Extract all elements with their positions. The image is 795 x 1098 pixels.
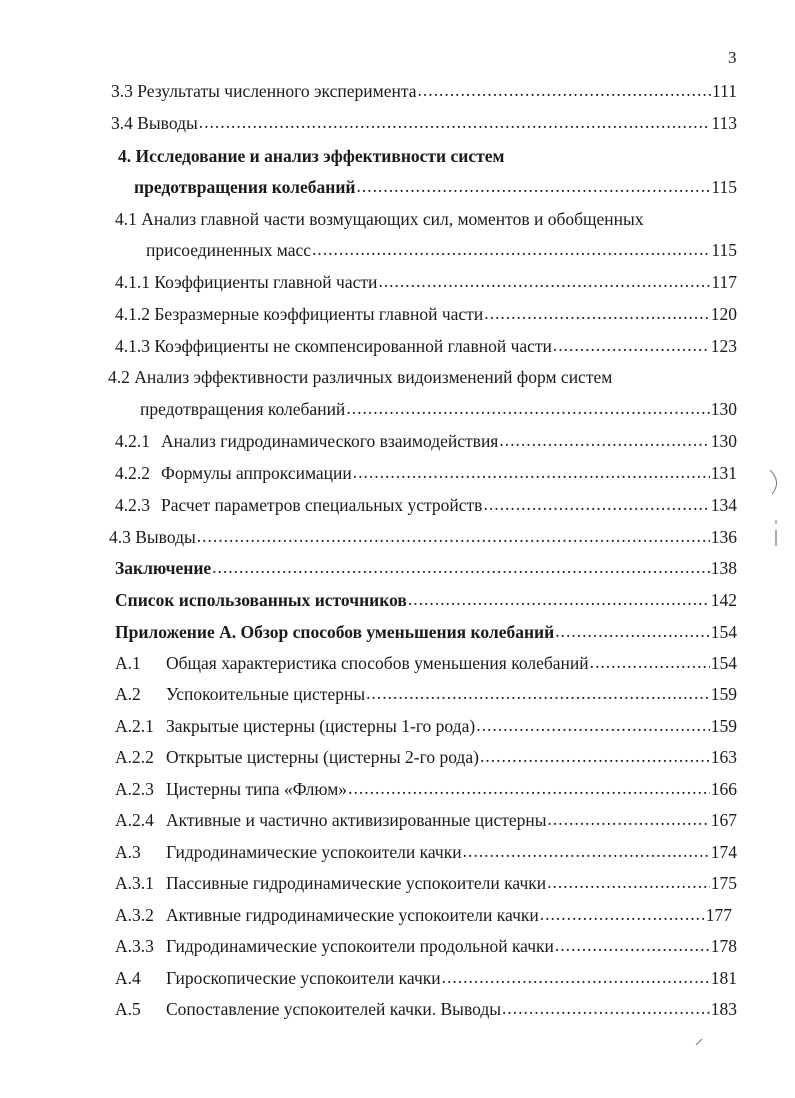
toc-entry bbox=[115, 652, 737, 674]
toc-entry-page: 159 bbox=[710, 684, 737, 704]
toc-entry-title: Закрытые цистерны (цистерны 1-го рода) bbox=[166, 716, 476, 736]
toc-entry bbox=[115, 778, 737, 800]
toc-entry-number: А.5 bbox=[115, 999, 141, 1019]
toc-entry-page: 167 bbox=[710, 810, 737, 830]
toc-entry-title: 3.4 Выводы bbox=[111, 113, 198, 133]
toc-entry-title: Анализ гидродинамического взаимодействия bbox=[161, 431, 499, 451]
toc-entry bbox=[115, 715, 737, 737]
toc-entry-page: 113 bbox=[711, 113, 737, 133]
dot-leader bbox=[553, 334, 710, 356]
toc-entry-number: А.4 bbox=[115, 968, 141, 988]
dot-leader bbox=[547, 871, 710, 893]
toc-entry-title: Сопоставление успокоителей качки. Выводы bbox=[166, 999, 501, 1019]
toc-entry-title: Активные гидродинамические успокоители качки bbox=[166, 905, 539, 925]
dot-leader bbox=[197, 525, 710, 547]
toc-entry-number: А.2 bbox=[115, 684, 141, 704]
toc-entry bbox=[115, 557, 737, 579]
dot-leader bbox=[590, 651, 710, 673]
dot-leader bbox=[555, 620, 710, 642]
toc-entry-page: 120 bbox=[710, 304, 737, 324]
toc-entry-title: Список использованных источников bbox=[115, 590, 407, 610]
toc-entry-page: 183 bbox=[710, 999, 737, 1019]
toc-entry-title: 4.1.2 Безразмерные коэффициенты главной части bbox=[115, 304, 484, 324]
toc-entry-title: 4.1.3 Коэффициенты не скомпенсированной главной части bbox=[115, 336, 552, 356]
toc-entry-number: А.2.2 bbox=[115, 747, 154, 767]
page-number: 3 bbox=[728, 48, 737, 67]
toc-entry-title: 3.3 Результаты численного эксперимента bbox=[111, 81, 417, 101]
toc-entry-number: А.3.3 bbox=[115, 936, 154, 956]
toc-entry-page: 131 bbox=[710, 463, 737, 483]
toc-entry bbox=[115, 967, 737, 989]
toc-entry bbox=[111, 80, 737, 102]
dot-leader bbox=[346, 397, 709, 419]
toc-entry-title: Заключение bbox=[115, 558, 212, 578]
toc-entry-title: присоединенных масс bbox=[146, 240, 312, 260]
toc-entry-title: Активные и частично активизированные цистерны bbox=[166, 810, 547, 830]
dot-leader bbox=[463, 840, 710, 862]
toc-entry-title: Расчет параметров специальных устройств bbox=[161, 495, 483, 515]
toc-entry-title: 4.3 Выводы bbox=[109, 527, 196, 547]
toc-entry-number: А.1 bbox=[115, 653, 141, 673]
toc-entry-page: 115 bbox=[711, 177, 737, 197]
toc-entry-page: 115 bbox=[711, 240, 737, 260]
toc-entry-heading bbox=[118, 145, 737, 167]
toc-entry-title: Пассивные гидродинамические успокоители качки bbox=[166, 873, 547, 893]
dot-leader bbox=[476, 714, 710, 736]
toc-entry-page: 166 bbox=[710, 779, 737, 799]
toc-entry-title: 4. Исследование и анализ эффективности систем bbox=[118, 146, 505, 166]
toc-entry-page: 154 bbox=[710, 622, 737, 642]
toc-entry-title: Гидродинамические успокоители качки bbox=[166, 842, 462, 862]
toc-entry bbox=[109, 526, 737, 548]
toc-entry-title: Общая характеристика способов уменьшения колебаний bbox=[166, 653, 589, 673]
toc-entry-title: 4.1.1 Коэффициенты главной части bbox=[115, 272, 378, 292]
toc-entry bbox=[108, 366, 737, 388]
toc-entry-number: А.2.1 bbox=[115, 716, 154, 736]
toc-entry-page: 175 bbox=[710, 873, 737, 893]
dot-leader bbox=[353, 461, 710, 483]
toc-entry-number: А.3.2 bbox=[115, 905, 154, 925]
dot-leader bbox=[499, 429, 709, 451]
toc-entry bbox=[115, 746, 737, 768]
toc-entry-title: 4.1 Анализ главной части возмущающих сил, моментов и обобщенных bbox=[115, 209, 644, 229]
toc-entry-number: 4.2.2 bbox=[115, 463, 150, 483]
scan-artifact bbox=[690, 1035, 710, 1049]
dot-leader bbox=[357, 175, 711, 197]
toc-entry bbox=[115, 841, 737, 863]
toc-entry bbox=[115, 621, 737, 643]
toc-entry bbox=[115, 589, 737, 611]
dot-leader bbox=[548, 808, 710, 830]
toc-entry bbox=[115, 430, 737, 452]
dot-leader bbox=[417, 79, 711, 101]
dot-leader bbox=[312, 238, 710, 260]
toc-entry bbox=[115, 271, 737, 293]
dot-leader bbox=[502, 997, 710, 1019]
toc-entry bbox=[115, 935, 737, 957]
toc-entry-title: Приложение А. Обзор способов уменьшения колебаний bbox=[115, 622, 555, 642]
dot-leader bbox=[480, 745, 710, 767]
toc-entry-continuation bbox=[140, 398, 737, 420]
toc-entry-page: 177 bbox=[705, 905, 732, 925]
toc-entry-page: 134 bbox=[710, 495, 737, 515]
toc-entry-number: 4.2.1 bbox=[115, 431, 150, 451]
toc-entry-number: А.2.3 bbox=[115, 779, 154, 799]
toc-entry-page: 154 bbox=[710, 653, 737, 673]
toc-entry bbox=[115, 998, 737, 1020]
toc-entry-page: 136 bbox=[710, 527, 737, 547]
toc-entry-number: А.2.4 bbox=[115, 810, 154, 830]
toc-entry-page: 123 bbox=[710, 336, 737, 356]
dot-leader bbox=[212, 556, 710, 578]
toc-entry bbox=[115, 303, 737, 325]
toc-entry-continuation bbox=[134, 176, 737, 198]
toc-entry-page: 130 bbox=[710, 399, 737, 419]
toc-entry-page: 117 bbox=[711, 272, 737, 292]
toc-entry-title: предотвращения колебаний bbox=[134, 177, 356, 197]
toc-entry-page: 163 bbox=[710, 747, 737, 767]
toc-entry-number: А.3 bbox=[115, 842, 141, 862]
toc-entry-title: Открытые цистерны (цистерны 2-го рода) bbox=[166, 747, 479, 767]
toc-entry-page: 159 bbox=[710, 716, 737, 736]
dot-leader bbox=[366, 682, 710, 704]
dot-leader bbox=[483, 493, 709, 515]
toc-entry-page: 111 bbox=[712, 81, 737, 101]
toc-entry bbox=[115, 904, 732, 926]
dot-leader bbox=[442, 966, 710, 988]
toc-entry bbox=[115, 683, 737, 705]
dot-leader bbox=[540, 903, 705, 925]
toc-entry bbox=[115, 208, 737, 230]
dot-leader bbox=[348, 777, 710, 799]
toc-entry-number: А.3.1 bbox=[115, 873, 154, 893]
dot-leader bbox=[484, 302, 710, 324]
toc-entry-title: Гироскопические успокоители качки bbox=[166, 968, 441, 988]
toc-entry-page: 130 bbox=[710, 431, 737, 451]
toc-entry bbox=[115, 494, 737, 516]
toc-entry bbox=[115, 809, 737, 831]
toc-entry-title: 4.2 Анализ эффективности различных видоизменений форм систем bbox=[108, 367, 613, 387]
toc-entry-title: Формулы аппроксимации bbox=[161, 463, 352, 483]
toc-entry-title: Гидродинамические успокоители продольной качки bbox=[166, 936, 554, 956]
toc-entry-page: 174 bbox=[710, 842, 737, 862]
dot-leader bbox=[199, 111, 711, 133]
toc-entry bbox=[115, 462, 737, 484]
toc-entry-title: предотвращения колебаний bbox=[140, 399, 346, 419]
toc-entry-page: 138 bbox=[710, 558, 737, 578]
dot-leader bbox=[378, 270, 710, 292]
toc-entry bbox=[115, 872, 737, 894]
toc-entry-page: 178 bbox=[710, 936, 737, 956]
toc-entry-number: 4.2.3 bbox=[115, 495, 150, 515]
toc-entry bbox=[111, 112, 737, 134]
dot-leader bbox=[555, 934, 710, 956]
dot-leader bbox=[408, 588, 710, 610]
toc-entry-continuation bbox=[146, 239, 737, 261]
toc-entry-page: 142 bbox=[710, 590, 737, 610]
scan-artifact bbox=[760, 450, 790, 570]
toc-entry-title: Цистерны типа «Флюм» bbox=[166, 779, 348, 799]
toc-entry-page: 181 bbox=[710, 968, 737, 988]
toc-entry bbox=[115, 335, 737, 357]
toc-entry-title: Успокоительные цистерны bbox=[166, 684, 366, 704]
